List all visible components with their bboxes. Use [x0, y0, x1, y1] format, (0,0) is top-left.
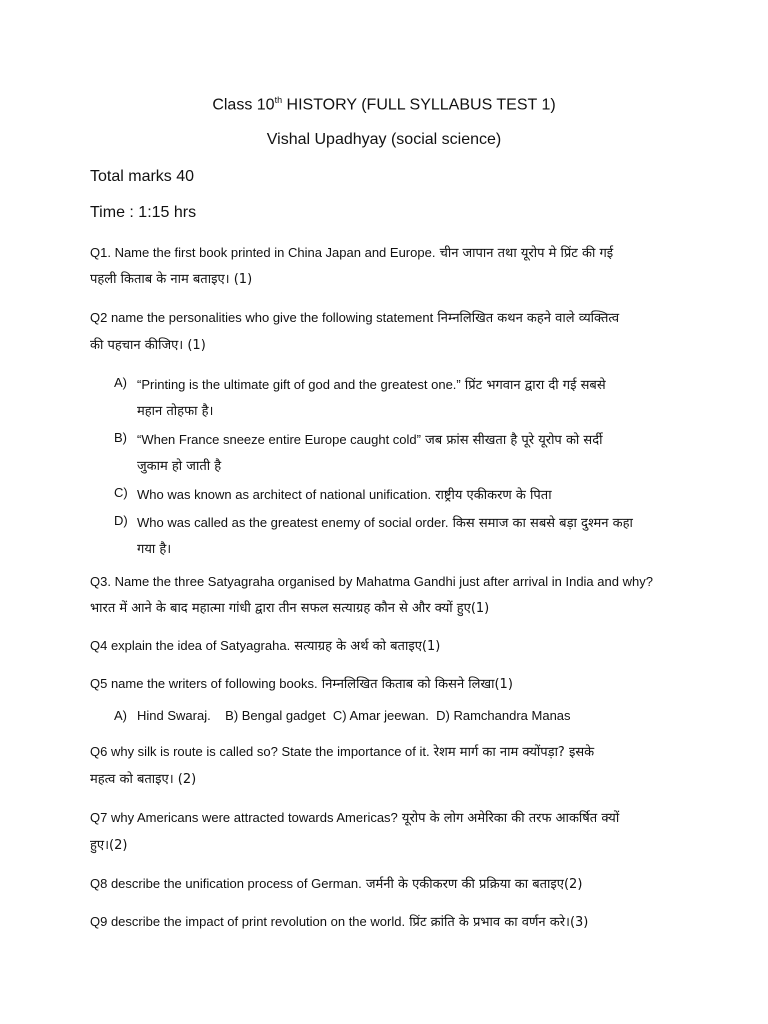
q7-hindi: यूरोप के लोग अमेरिका की तरफ आकर्षित क्यों [397, 811, 620, 826]
q6-english: Q6 why silk is route is called so? State the importance of it. [90, 744, 430, 759]
q1-line1 [90, 243, 613, 261]
q4-line1 [90, 636, 440, 654]
option-line2: जुकाम हो जाती है [137, 459, 222, 474]
q4-hindi: सत्याग्रह के अर्थ को बताइए(1) [290, 639, 441, 654]
option-letter: B) [114, 430, 127, 445]
q7-line1 [90, 808, 619, 826]
option-english: “When France sneeze entire Europe caught cold” [137, 432, 421, 447]
q6-line1 [90, 742, 594, 760]
option-hindi: राष्ट्रीय एकीकरण के पिता [431, 488, 552, 503]
option-line2: गया है। [137, 542, 172, 557]
q3-line2: भारत में आने के बाद महात्मा गांधी द्वारा तीन सफल सत्याग्रह कौन से और क्यों हुए(1) [90, 601, 490, 616]
option-text: Hind Swaraj. B) Bengal gadget C) Amar jeewan. D) Ramchandra Manas [137, 708, 571, 723]
title-prefix: Class 10 [212, 96, 275, 114]
q2-english: Q2 name the personalities who give the following statement [90, 310, 434, 325]
option-english: Who was called as the greatest enemy of social order. [137, 515, 449, 530]
author-line: Vishal Upadhyay (social science) [266, 131, 502, 148]
total-marks: Total marks 40 [90, 168, 195, 185]
q9-line1 [90, 912, 588, 930]
title-superscript: th [274, 95, 283, 105]
q5-hindi: निम्नलिखित किताब को किसने लिखा(1) [317, 677, 513, 692]
q2-line1 [90, 308, 619, 326]
q9-hindi: प्रिंट क्रांति के प्रभाव का वर्णन करे।(3) [405, 915, 589, 930]
option-line1 [137, 513, 633, 531]
q6-hindi: रेशम मार्ग का नाम क्योंपड़ा? इसके [429, 745, 595, 760]
option-letter: A) [114, 375, 127, 390]
option-hindi: जब फ्रांस सीखता है पूरे यूरोप को सर्दी [421, 433, 603, 448]
title-suffix: HISTORY (FULL SYLLABUS TEST 1) [282, 96, 556, 114]
option-english: Who was known as architect of national unification. [137, 487, 432, 502]
q8-hindi: जर्मनी के एकीकरण की प्रक्रिया का बताइए(2) [361, 877, 583, 892]
time-limit: Time : 1:15 hrs [90, 204, 197, 221]
q6-line2: महत्व को बताइए। (2) [90, 772, 197, 787]
q1-line2: पहली किताब के नाम बताइए। (1) [90, 272, 253, 287]
option-english: “Printing is the ultimate gift of god and the greatest one.” [137, 377, 461, 392]
q7-english: Q7 why Americans were attracted towards Americas? [90, 810, 398, 825]
q9-english: Q9 describe the impact of print revolution on the world. [90, 914, 406, 929]
option-letter: C) [114, 485, 128, 500]
q1-english: Q1. Name the first book printed in China Japan and Europe. [90, 245, 436, 260]
exam-title [0, 95, 768, 114]
option-line2: महान तोहफा है। [137, 404, 214, 419]
q5-line1 [90, 674, 513, 692]
q8-line1 [90, 874, 582, 892]
q2-line2: की पहचान कीजिए। (1) [90, 338, 206, 353]
option-hindi: प्रिंट भगवान द्वारा दी गई सबसे [460, 378, 606, 393]
q5-english: Q5 name the writers of following books. [90, 676, 318, 691]
option-hindi: किस समाज का सबसे बड़ा दुश्मन कहा [448, 516, 633, 531]
option-line1 [137, 485, 552, 503]
q8-english: Q8 describe the unification process of German. [90, 876, 362, 891]
option-line1 [137, 430, 603, 448]
option-letter: D) [114, 513, 128, 528]
q2-hindi: निम्नलिखित कथन कहने वाले व्यक्तित्व [433, 311, 620, 326]
q3-line1: Q3. Name the three Satyagraha organised by Mahatma Gandhi just after arrival in India and why? [90, 574, 653, 589]
q7-line2: हुए।(2) [90, 838, 128, 853]
option-line1 [137, 375, 606, 393]
q1-hindi: चीन जापान तथा यूरोप मे प्रिंट की गई [435, 246, 614, 261]
q4-english: Q4 explain the idea of Satyagraha. [90, 638, 291, 653]
option-letter: A) [114, 708, 127, 723]
